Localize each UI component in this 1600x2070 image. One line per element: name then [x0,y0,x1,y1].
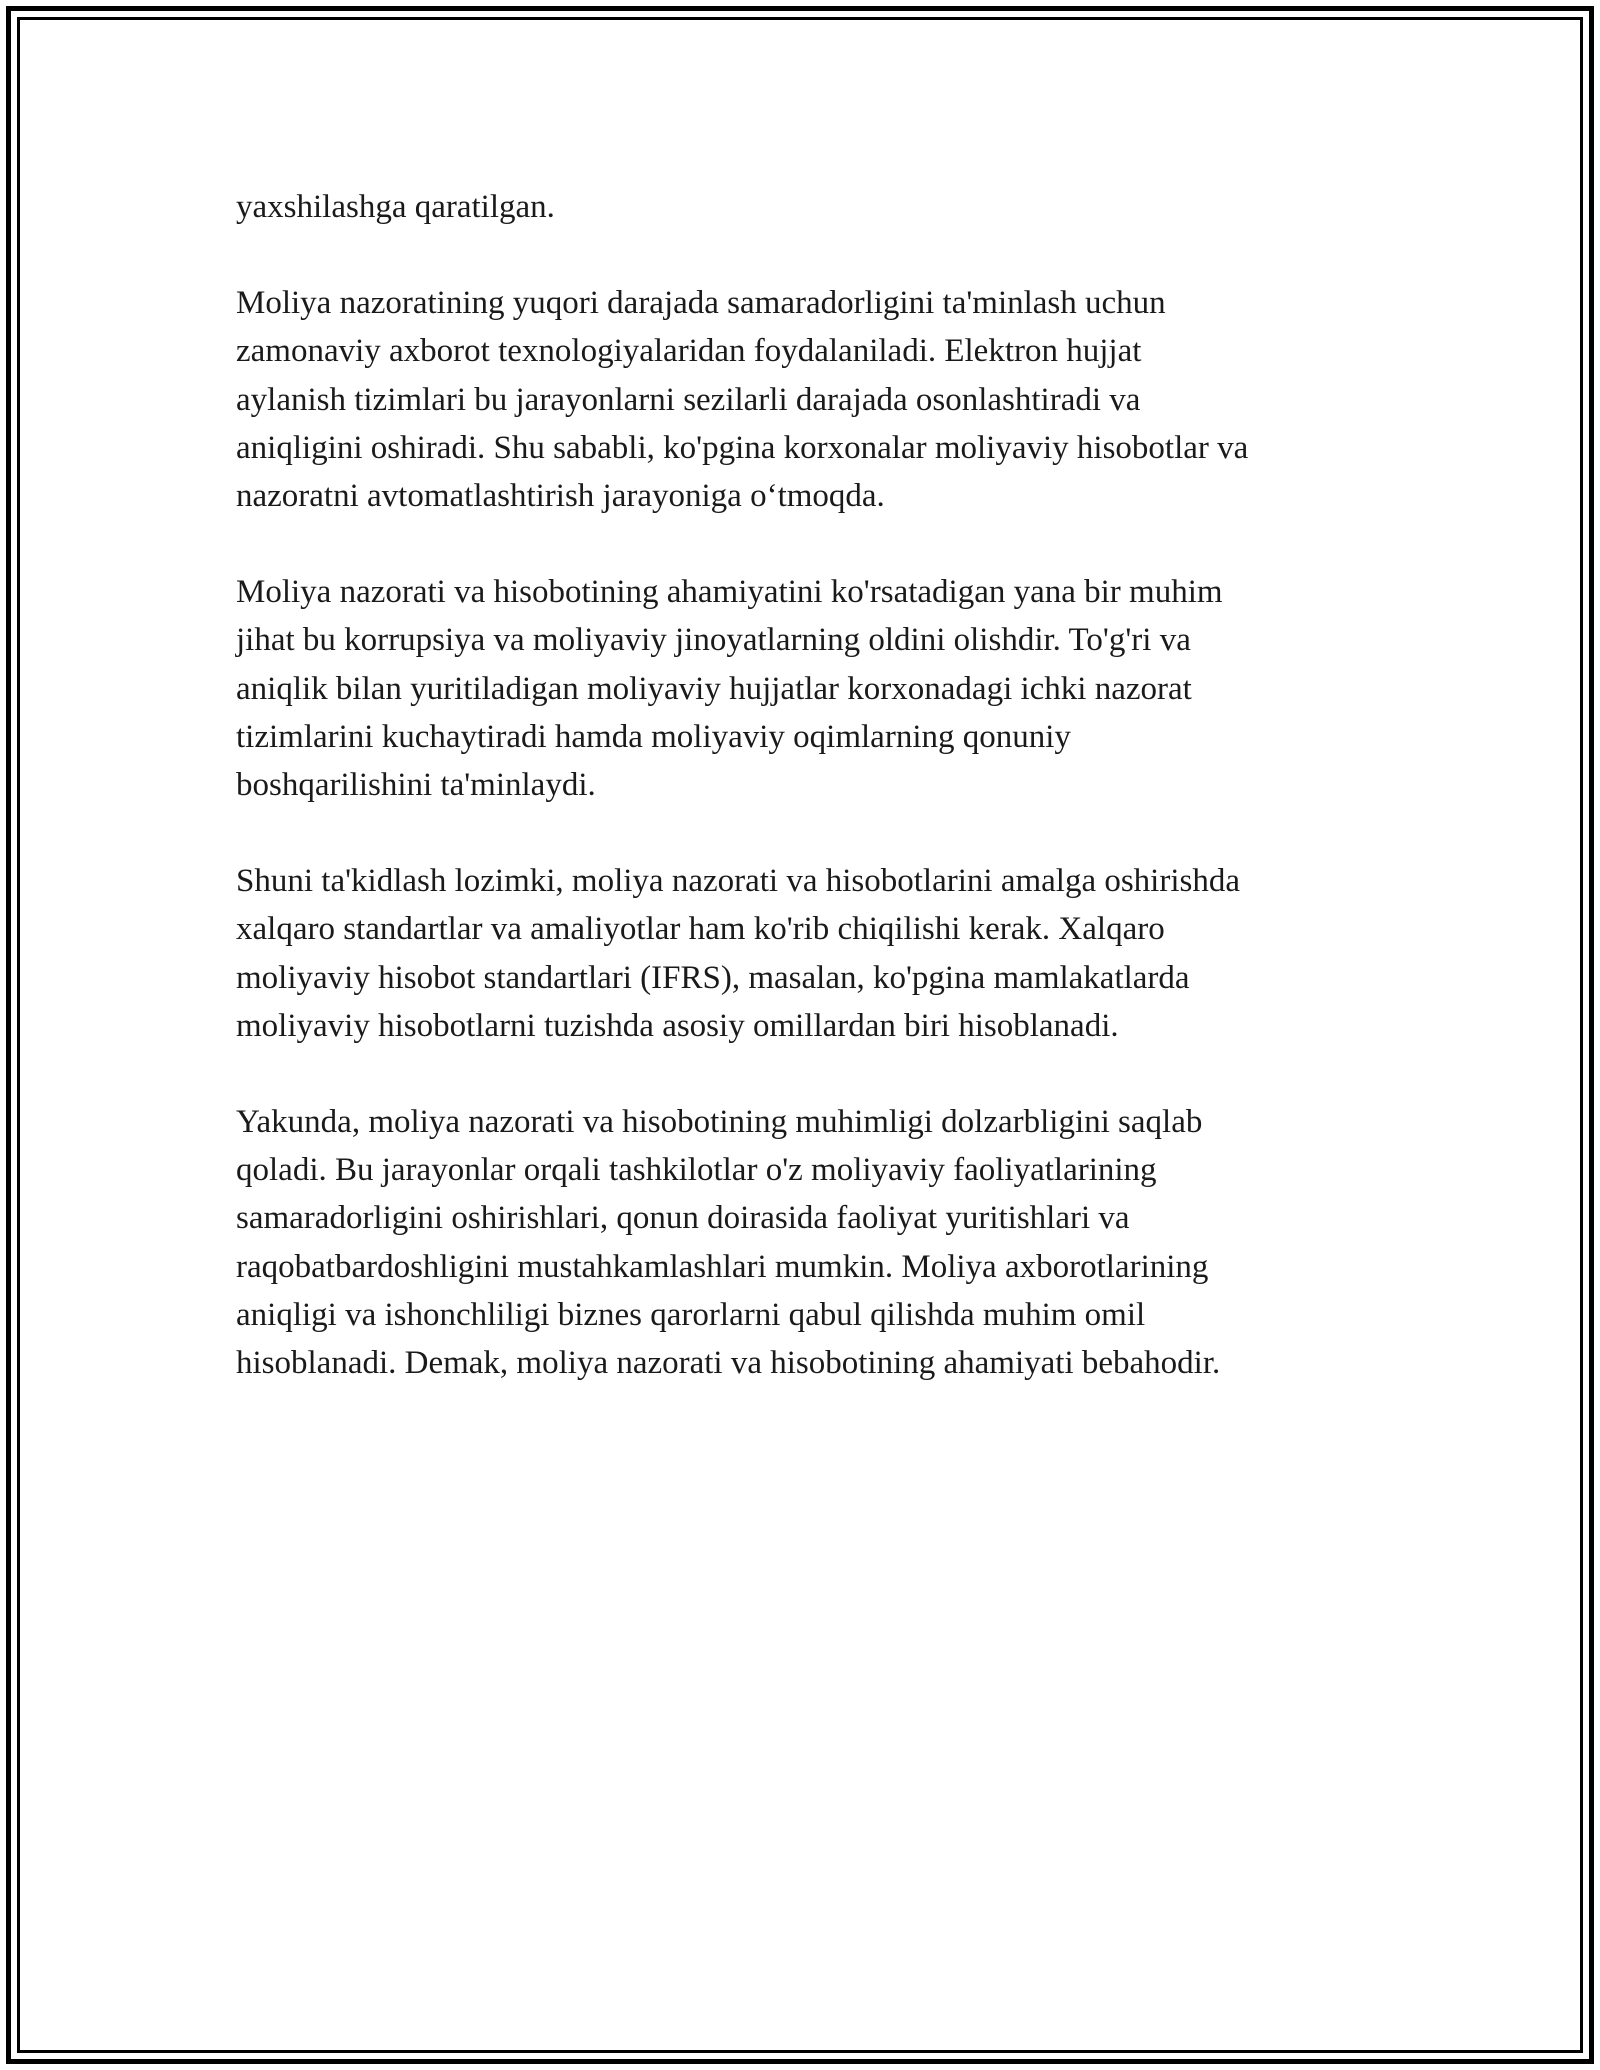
paragraph-international-standards: Shuni ta'kidlash lozimki, moliya nazorati va hisobotlarini amalga oshirishda xalqaro standartlar va amaliyotlar ham ko'rib chiqilishi kerak. Xalqaro moliyaviy hisobot standartlari (IFRS), masalan, ko'pgina mamlakatlarda moliyaviy hisobotlarni tuzishda asosiy omillardan biri hisoblanadi. [236,863,1241,1044]
paragraph-continuation: yaxshilashga qaratilgan. [236,189,555,225]
paragraph-corruption-prevention: Moliya nazorati va hisobotining ahamiyatini ko'rsatadigan yana bir muhim jihat bu korrupsiya va moliyaviy jinoyatlarning oldini olishdir. To'g'ri va aniqlik bilan yuritiladigan moliyaviy hujjatlar korxonadagi ichki nazorat tizimlarini kuchaytiradi hamda moliyaviy oqimlarning qonuniy boshqarilishini ta'minlaydi. [236,574,1223,804]
document-body [236,183,1376,1435]
paragraph-technology: Moliya nazoratining yuqori darajada samaradorligini ta'minlash uchun zamonaviy axborot texnologiyalaridan foydalaniladi. Elektron hujjat aylanish tizimlari bu jarayonlarni sezilarli darajada osonlashtiradi va aniqligini oshiradi. Shu sababli, ko'pgina korxonalar moliyaviy hisobotlar va nazoratni avtomatlashtirish jarayoniga o‘tmoqda. [236,285,1249,515]
paragraph-conclusion: Yakunda, moliya nazorati va hisobotining muhimligi dolzarbligini saqlab qoladi. Bu jarayonlar orqali tashkilotlar o'z moliyaviy faoliyatlarining samaradorligini oshirishlari, qonun doirasida faoliyat yuritishlari va raqobatbardoshligini mustahkamlashlari mumkin. Moliya axborotlarining aniqligi va ishonchliligi biznes qarorlarni qabul qilishda muhim omil hisoblanadi. Demak, moliya nazorati va hisobotining ahamiyati bebahodir. [236,1104,1221,1382]
